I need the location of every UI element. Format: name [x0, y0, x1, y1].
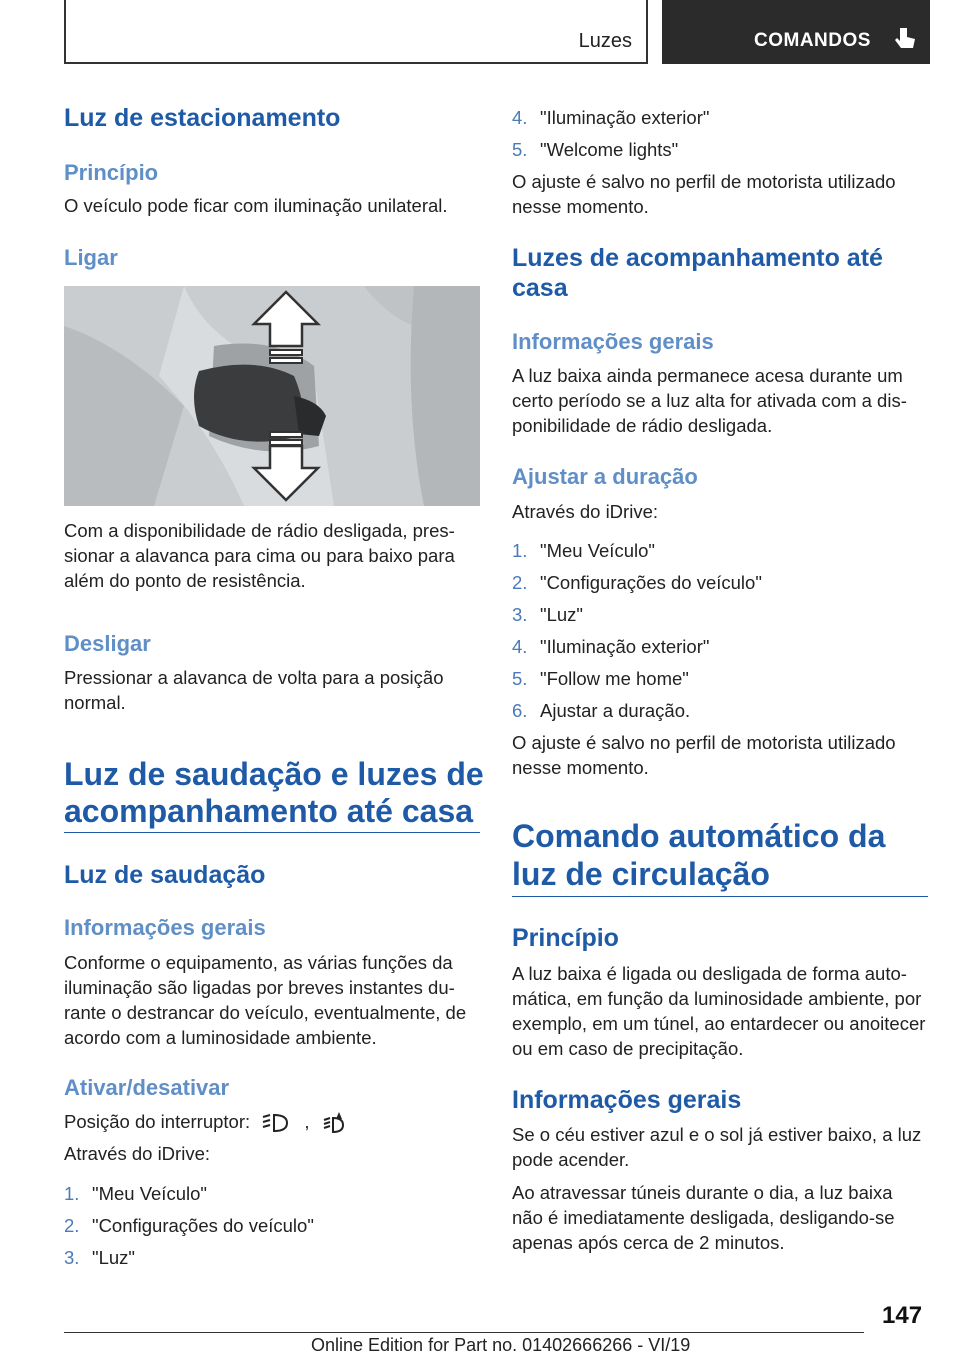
auto-headlight-icon	[323, 1112, 349, 1134]
heading-adjust-duration: Ajustar a duração	[512, 464, 698, 489]
heading-switch-off: Desligar	[64, 631, 151, 656]
lightswitch-icon	[261, 1112, 291, 1134]
list-item: 5. "Follow me home"	[512, 668, 689, 689]
chapter-tab	[662, 0, 930, 64]
paragraph-idrive: Através do iDrive:	[64, 1143, 210, 1164]
list-item: 2. "Configurações do veículo"	[64, 1215, 314, 1236]
list-item: 6. Ajustar a duração.	[512, 700, 691, 721]
heading-principle: Princípio	[512, 924, 619, 952]
list-item: 3. "Luz"	[512, 604, 583, 625]
switch-position-label: Posição do interruptor:	[64, 1111, 251, 1132]
heading-general-info: Informações gerais	[64, 915, 266, 940]
paragraph-principle: O veículo pode ficar com iluminação unilateral.	[64, 195, 448, 216]
paragraph-switch-off: Pressionar a alavanca de volta para a posição normal.	[64, 667, 444, 713]
footer-rule	[64, 1332, 864, 1333]
section-rule	[64, 832, 480, 833]
heading-principle: Princípio	[64, 160, 159, 185]
switch-position-line	[64, 1109, 349, 1134]
heading-general-info-2: Informações gerais	[512, 1086, 742, 1114]
list-item: 4. "Iluminação exterior"	[512, 636, 710, 657]
heading-activate-deactivate: Ativar/desativar	[64, 1075, 230, 1100]
heading-welcome-line1: Luz de saudação e luzes de	[64, 756, 484, 792]
hand-pointer-icon	[894, 26, 916, 54]
switch-separator: ,	[304, 1111, 310, 1132]
heading-follow-line1: Luzes de acompanhamento até	[512, 244, 883, 272]
section-rule	[512, 896, 928, 897]
heading-welcome-line2: acompanhamento até casa	[64, 793, 474, 829]
paragraph-general-info: A luz baixa ainda permanece acesa durante um certo período se a luz alta for ativada com a disponibilidade de rádio desligada.	[512, 365, 907, 436]
list-item: 2. "Configurações do veículo"	[512, 572, 762, 593]
list-item: 1. "Meu Veículo"	[64, 1183, 207, 1204]
page-number: 147	[882, 1302, 923, 1329]
heading-auto-line1: Comando automático da	[512, 818, 886, 854]
section-title: Luzes	[578, 30, 632, 52]
paragraph-sky: Se o céu estiver azul e o sol já estiver baixo, a luz pode acender.	[512, 1124, 922, 1170]
paragraph-tunnel: Ao atravessar túneis durante o dia, a luz baixa não é imediatamente desligada, desligando-se apenas após cerca de 2 minutos.	[512, 1182, 895, 1253]
paragraph-saved-profile-2: O ajuste é salvo no perfil de motorista utilizado nesse momento.	[512, 732, 896, 778]
paragraph-idrive: Através do iDrive:	[512, 501, 658, 522]
list-item: 5. "Welcome lights"	[512, 139, 679, 160]
heading-switch-on: Ligar	[64, 245, 118, 270]
header-section-box	[64, 0, 648, 64]
paragraph-saved-profile: O ajuste é salvo no perfil de motorista utilizado nesse momento.	[512, 171, 896, 217]
paragraph-general-info: Conforme o equipamento, as várias funções da iluminação são ligadas por breves instantes durante o destrancar do veículo, eventualmente, de acordo com a luminosidade ambiente.	[64, 952, 467, 1048]
heading-follow-line2: casa	[512, 274, 568, 302]
stalk-lever-figure	[64, 286, 480, 506]
list-item: 1. "Meu Veículo"	[512, 540, 655, 561]
heading-general-info: Informações gerais	[512, 329, 714, 354]
heading-parking-light: Luz de estacionamento	[64, 104, 341, 132]
chapter-title: COMANDOS	[754, 30, 871, 51]
list-item: 3. "Luz"	[64, 1247, 135, 1268]
footer-edition: Online Edition for Part no. 01402666266 - VI/19	[311, 1335, 691, 1355]
paragraph-switch-on: Com a disponibilidade de rádio desligada, pressionar a alavanca para cima ou para baixo para além do ponto de resistência.	[64, 520, 455, 591]
list-item: 4. "Iluminação exterior"	[512, 107, 710, 128]
heading-welcome-light: Luz de saudação	[64, 861, 266, 889]
paragraph-principle: A luz baixa é ligada ou desligada de forma automática, em função da luminosidade ambiente, por exemplo, em um túnel, ao entardecer ou anoitecer ou em caso de precipitação.	[512, 963, 926, 1059]
heading-auto-line2: luz de circulação	[512, 856, 770, 892]
